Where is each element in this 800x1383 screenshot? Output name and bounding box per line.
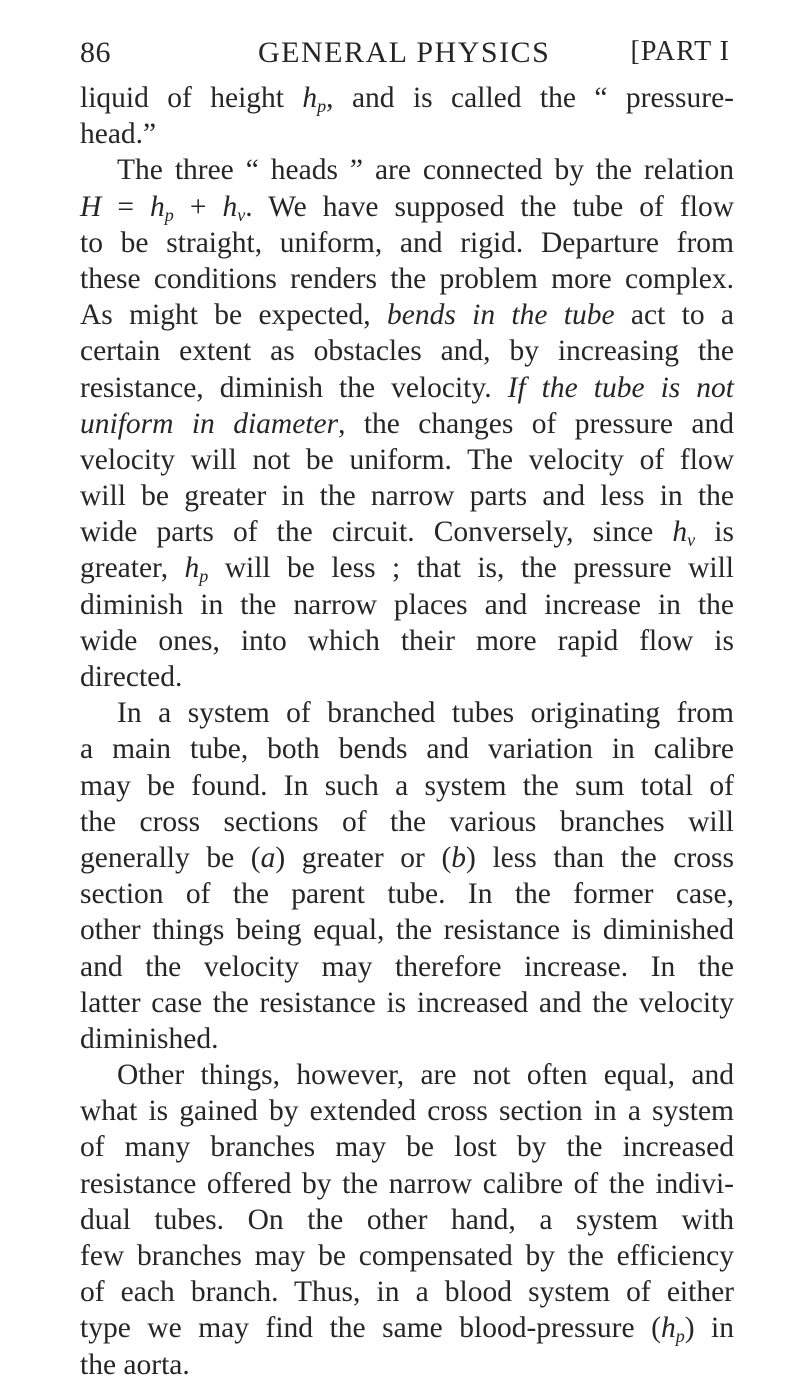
- text-line: section of the parent tube. In the former case,: [80, 878, 734, 911]
- text-line: directed.: [80, 661, 183, 693]
- text-line: dual tubes. On the other hand, a system with: [80, 1203, 734, 1236]
- running-header: [80, 36, 730, 80]
- text-line: these conditions renders the problem more complex.: [80, 262, 734, 295]
- text-line: a main tube, both bends and variation in calibre: [80, 733, 734, 766]
- text-line: $H = h_p + h_v$. We have supposed the tube of flow: [80, 190, 734, 225]
- text-line: of many branches may be lost by the increased: [80, 1131, 734, 1164]
- text-line: other things being equal, the resistance is diminished: [80, 914, 734, 947]
- text-line: greater, $h_p$ will be less ; that is, the pressure will: [80, 552, 734, 587]
- text-line: In a system of branched tubes originating from: [117, 697, 734, 730]
- text-line: generally be (a) greater or (b) less than the cross: [80, 841, 734, 874]
- text-line: Other things, however, are not often equal, and: [117, 1059, 734, 1092]
- text-line: The three “ heads ” are connected by the relation: [117, 154, 734, 187]
- text-line: latter case the resistance is increased and the velocity: [80, 986, 734, 1019]
- text-line: As might be expected, bends in the tube act to a: [80, 299, 734, 332]
- text-line: may be found. In such a system the sum total of: [80, 769, 734, 802]
- page-number: 86: [80, 36, 111, 69]
- text-line: wide ones, into which their more rapid flow is: [80, 624, 734, 657]
- text-line: type we may find the same blood-pressure $(h_p)$ in: [80, 1312, 734, 1347]
- text-line: liquid of height $h_p$, and is called the “ pressure-: [80, 82, 734, 116]
- text-line: velocity will not be uniform. The velocity of flow: [80, 443, 734, 476]
- text-line: will be greater in the narrow parts and less in the: [80, 480, 734, 513]
- part-label: [PART I: [630, 36, 730, 67]
- text-line: of each branch. Thus, in a blood system of either: [80, 1276, 734, 1309]
- text-line: resistance offered by the narrow calibre of the indivi-: [80, 1167, 734, 1200]
- text-line: certain extent as obstacles and, by increasing the: [80, 335, 734, 368]
- text-line: resistance, diminish the velocity. If the tube is not: [80, 371, 734, 404]
- text-line: head.”: [80, 118, 157, 151]
- text-line: and the velocity may therefore increase. In the: [80, 950, 734, 983]
- text-line: diminished.: [80, 1022, 219, 1055]
- text-line: the cross sections of the various branches will: [80, 805, 734, 838]
- text-line: wide parts of the circuit. Conversely, since $h_v$ is: [80, 516, 734, 551]
- body-text: [80, 80, 734, 1383]
- text-line: uniform in diameter, the changes of pressure and: [80, 407, 734, 440]
- text-line: few branches may be compensated by the efficiency: [80, 1240, 734, 1272]
- text-line: to be straight, uniform, and rigid. Departure from: [80, 226, 734, 259]
- running-title: GENERAL PHYSICS: [258, 36, 551, 69]
- text-line: what is gained by extended cross section in a system: [80, 1095, 734, 1128]
- text-line: the aorta.: [80, 1348, 190, 1381]
- text-line: diminish in the narrow places and increase in the: [80, 588, 734, 621]
